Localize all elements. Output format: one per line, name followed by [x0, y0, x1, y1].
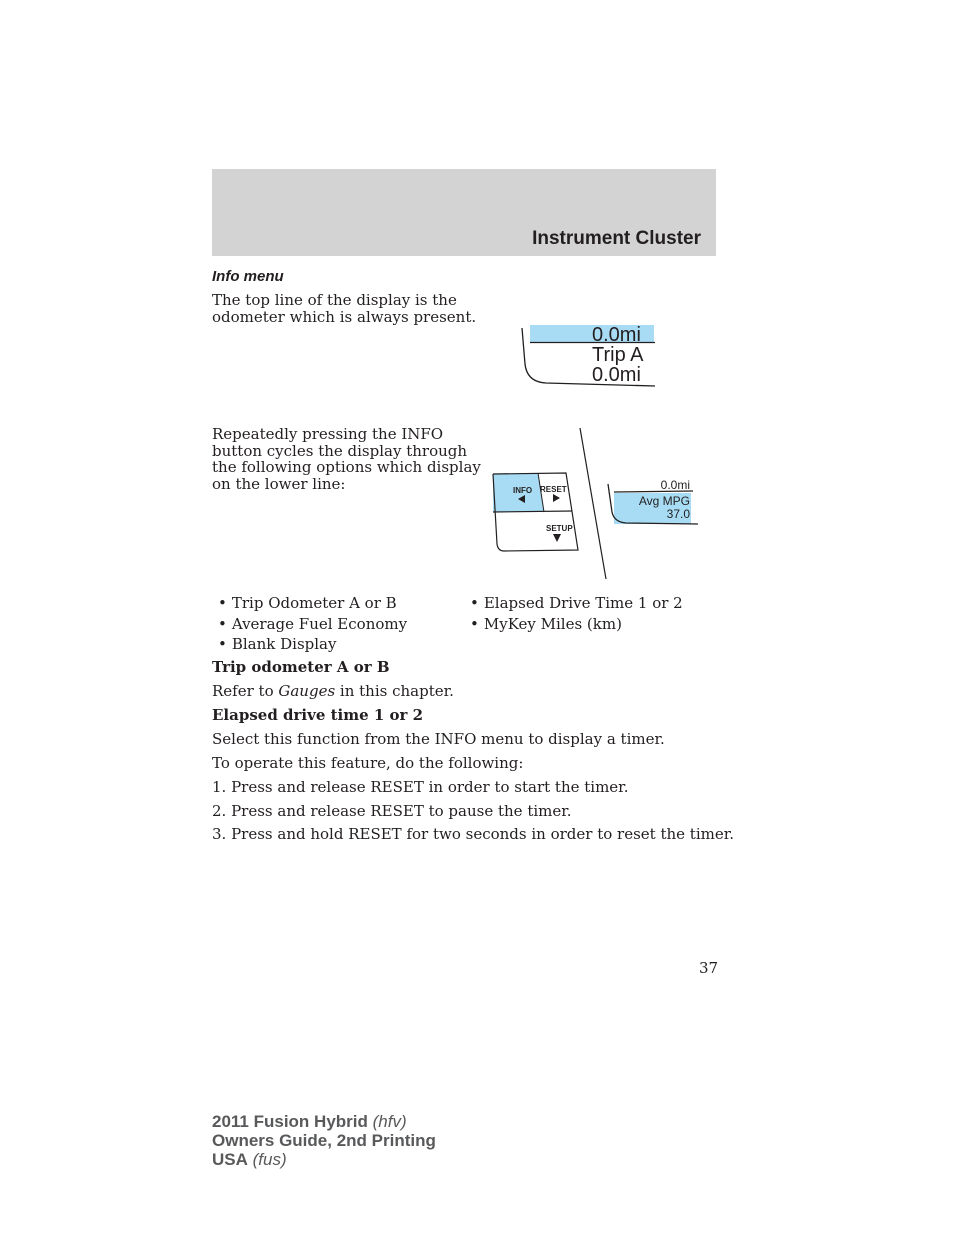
- section-title: Instrument Cluster: [532, 228, 701, 249]
- display1-line2: Trip A: [592, 344, 644, 366]
- document-footer: 2011 Fusion Hybrid (hfv) Owners Guide, 2nd Printing USA (fus): [212, 1112, 436, 1169]
- trip-odometer-heading: Trip odometer A or B: [212, 658, 390, 676]
- cycle-line: on the lower line:: [212, 474, 346, 493]
- elapsed-line: Select this function from the INFO menu to display a timer.: [212, 730, 665, 748]
- cycle-line: Repeatedly pressing the INFO: [212, 425, 444, 443]
- options-list-left: [218, 593, 407, 655]
- list-item: • Blank Display: [218, 634, 407, 655]
- list-item: • Average Fuel Economy: [218, 614, 407, 635]
- trip-refer-text: Refer to Gauges in this chapter.: [212, 682, 454, 700]
- list-item: • Trip Odometer A or B: [218, 593, 407, 614]
- display1-line3: 0.0mi: [592, 364, 641, 386]
- elapsed-time-heading: Elapsed drive time 1 or 2: [212, 706, 424, 724]
- options-list-right: [470, 593, 683, 634]
- odometer-display-illustration: [518, 318, 663, 393]
- down-arrow-icon: [553, 534, 561, 542]
- display2-line1: 0.0mi: [660, 478, 690, 492]
- info-button-label: INFO: [513, 486, 533, 495]
- intro-paragraph: [212, 292, 476, 325]
- intro-line: The top line of the display is the: [212, 291, 457, 309]
- right-arrow-icon: [553, 494, 560, 502]
- elapsed-step: 2. Press and release RESET to pause the timer.: [212, 802, 572, 820]
- reset-button-label: RESET: [540, 485, 567, 494]
- cycle-paragraph: [212, 426, 481, 492]
- list-item: • MyKey Miles (km): [470, 614, 683, 635]
- controls-illustration: [488, 424, 702, 582]
- display1-line1: 0.0mi: [592, 324, 641, 346]
- section-header-band: [212, 169, 716, 256]
- gauges-reference: Gauges: [278, 682, 336, 700]
- display2-line2: Avg MPG: [638, 494, 690, 508]
- separator-line: [580, 428, 606, 579]
- display2-line3: 37.0: [666, 507, 690, 521]
- intro-line: odometer which is always present.: [212, 307, 477, 326]
- elapsed-step: 3. Press and hold RESET for two seconds in order to reset the timer.: [212, 825, 735, 843]
- cycle-line: the following options which display: [212, 458, 481, 476]
- cycle-line: button cycles the display through: [212, 441, 468, 460]
- setup-button-label: SETUP: [546, 524, 573, 533]
- elapsed-step: 1. Press and release RESET in order to start the timer.: [212, 778, 629, 796]
- list-item: • Elapsed Drive Time 1 or 2: [470, 593, 683, 614]
- elapsed-line: To operate this feature, do the following:: [212, 754, 524, 772]
- info-menu-heading: Info menu: [212, 268, 284, 285]
- page-number: 37: [699, 959, 719, 977]
